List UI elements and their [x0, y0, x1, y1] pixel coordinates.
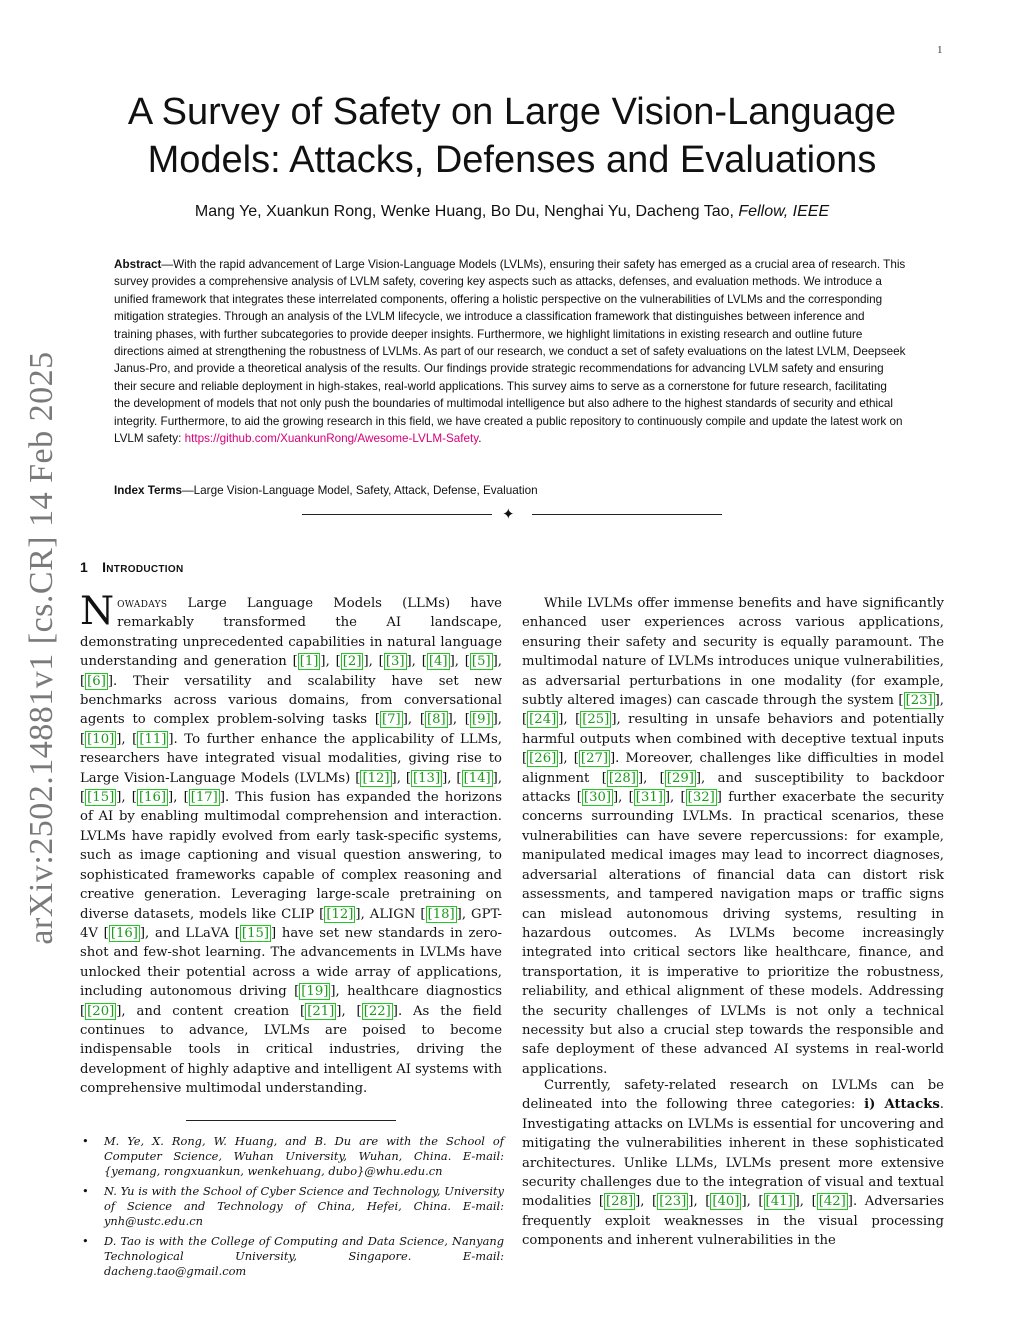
citation-link[interactable]: [21]: [307, 1003, 335, 1019]
separator-right-rule: [532, 514, 722, 515]
text-run: . Moreover, challenges like difficulties in model alignment: [522, 751, 944, 786]
repository-link[interactable]: https://github.com/XuankunRong/Awesome-LVLM-Safety: [184, 432, 479, 446]
citation-link[interactable]: [23]: [659, 1194, 687, 1210]
text-run: , GPT-4V: [80, 906, 503, 941]
text-run: , and content creation: [121, 1003, 301, 1019]
citation-link[interactable]: [5]: [471, 654, 491, 670]
citation-link[interactable]: [32]: [687, 790, 715, 806]
citation-link[interactable]: [23]: [905, 693, 933, 709]
text-run: . To further enhance the applicability of LLMs, researchers have integrated visual modalities, giving rise to Large Vision-Language Models (LVLMs): [80, 731, 502, 786]
intro-paragraph-left: Nowadays Large Language Models (LLMs) have remarkably transformed the AI landscape, demonstrating unprecedented capabilities in natural language understanding and generation [ [1] ], [ [2] ], [ [3] ], [ [4] ], [ [5] ], [ [6] ]. Their versatility and scalability have set new benchmarks across various domains, from conversational agents to complex problem-solving tasks [ [7] ], [ [8] ], [ [9] ], [ [10] ], [ [11] ]. To further enhance the applicability of LLMs, researchers have integrated visual modalities, giving rise to Large Vision-Language Models (LVLMs) [ [12] ], [ [13] ], [ [14] ], [ [15] ], [ [16] ], [ [17] ]. This fusion has expanded the horizons of AI by enabling multimodal comprehension and interaction. LVLMs have rapidly evolved from early task-specific systems, such as image captioning and visual question answering, to sophisticated frameworks capable of complex reasoning and creative generation. Leveraging large-scale pretraining on diverse datasets, models like CLIP [ [12] ], ALIGN [ [18] ], GPT-4V [ [16] ], and LLaVA [ [15] ] have set new standards in zero-shot and few-shot learning. The advancements in LVLMs have unlocked their potential across a wide array of applications, including autonomous driving [ [19] ], healthcare diagnostics [ [20] ], and content creation [ [21] ], [ [22] ]. As the field continues to advance, LVLMs are poised to become indispensable tools in critical industries, driving the development of highly adaptive and intelligent AI systems with comprehensive multimodal understanding.: [80, 589, 503, 1097]
citation-link[interactable]: [18]: [427, 906, 455, 922]
citation-link[interactable]: [16]: [138, 790, 167, 806]
citation-link[interactable]: [22]: [363, 1003, 391, 1019]
citation-link[interactable]: [25]: [582, 712, 610, 728]
text-run: , ALIGN: [360, 906, 421, 922]
citation-link[interactable]: [24]: [529, 712, 557, 728]
section-heading-introduction: [80, 559, 183, 575]
text-run: have set new standards in zero-shot and few-shot learning. The advancements in LVLMs have unlocked their potential across a wide array of applications, including autonomous driving: [80, 925, 503, 1000]
citation-link[interactable]: [14]: [463, 770, 491, 786]
footnote-text: D. Tao is with the College of Computing and Data Science, Nanyang Technological University, Singapore. E-mail: dacheng.tao@gmail.com: [104, 1234, 504, 1278]
bullet-icon: •: [82, 1184, 89, 1198]
text-run: further exacerbate the security concerns surrounding LVLMs. In practical scenarios, these vulnerabilities can have severe repercussions: for example, manipulated medical images may lead to incorrect diagnoses, adversarial alterations of financial data can distort risk assessments, and tampered navigation maps or traffic signs can mislead autonomous driving systems, resulting in hazardous outcomes. As LVLMs become increasingly integrated into critical sectors like healthcare, finance, and transportation, it is imperative to prioritize the robustness, reliability, and ethical alignment of these models. Addressing the security challenges of LVLMs is not only a technical necessity but also a crucial step towards the responsible and safe deployment of these advanced AI systems in real-world applications.: [522, 790, 944, 1077]
citation-link[interactable]: [26]: [529, 751, 557, 767]
text-run: ,: [497, 770, 503, 786]
text-run: ,: [563, 712, 576, 728]
text-run: ,: [121, 790, 132, 806]
citation-link[interactable]: [12]: [326, 906, 354, 922]
text-run: ,: [452, 712, 465, 728]
text-run: ,: [447, 770, 457, 786]
citation-link[interactable]: [13]: [413, 770, 441, 786]
text-run: ,: [939, 693, 944, 709]
citation-link[interactable]: [42]: [818, 1194, 846, 1210]
citation-link[interactable]: [9]: [471, 712, 491, 728]
bullet-icon: •: [82, 1134, 89, 1148]
text-run: , resulting in unsafe behaviors and potentially harmful outputs when combined with deceptive textual inputs: [522, 712, 944, 747]
footnotes: [80, 1134, 504, 1284]
text-run: Large Language Models (LLMs) have remarkably transformed the AI landscape, demonstrating unprecedented capabilities in natural language understanding and generation: [80, 596, 502, 670]
citation-link[interactable]: [2]: [342, 654, 362, 670]
text-run: . As the field continues to advance, LVLMs are poised to become indispensable tools in critical industries, driving the development of highly adaptive and intelligent AI systems with comprehensive multimodal understanding.: [80, 1003, 503, 1097]
text-run: While LVLMs offer immense benefits and have significantly enhanced user experiences across various applications, ensuring their safety and security is equally paramount. The multimodal nature of LVLMs introduces unique vulnerabilities, as adversarial perturbations in one modality (for example, subtly altered images) can cascade through the system: [522, 596, 944, 709]
text-run: ,: [640, 1194, 653, 1210]
citation-link[interactable]: [1]: [299, 654, 319, 670]
citation-link[interactable]: [4]: [428, 654, 448, 670]
drop-cap: N: [80, 589, 115, 634]
category-label-attacks: i) Attacks: [864, 1097, 940, 1113]
text-run: . Their versatility and scalability have set new benchmarks across various domains, from conversational agents to complex problem-solving tasks: [80, 673, 502, 728]
footnote-affiliation-ustc: [80, 1184, 504, 1229]
citation-link[interactable]: [3]: [385, 654, 405, 670]
authors-suffix: Fellow, IEEE: [738, 203, 830, 220]
citation-link[interactable]: [40]: [712, 1194, 740, 1210]
citation-link[interactable]: [15]: [241, 925, 269, 941]
title-line-2: Models: Attacks, Defenses and Evaluations: [147, 139, 877, 181]
text-run: , healthcare diagnostics: [335, 984, 503, 1000]
separator-left-rule: [302, 514, 492, 515]
paper-title: [90, 88, 934, 184]
abstract-end: .: [478, 432, 482, 446]
author-list: [90, 203, 934, 221]
lead-word: owadays: [117, 596, 168, 611]
text-run: ,: [618, 790, 629, 806]
citation-link[interactable]: [29]: [666, 770, 694, 786]
citation-link[interactable]: [41]: [765, 1194, 793, 1210]
text-run: . This fusion has expanded the horizons of AI by enabling multimodal comprehension and interaction. LVLMs have rapidly evolved from early task-specific systems, such as image captioning and visual question answering, to sophisticated frameworks capable of complex reasoning and creative generation. Leveraging large-scale pretraining on diverse datasets, models like CLIP: [80, 790, 503, 922]
arxiv-identifier: arXiv:2502.14881v1 [cs.CR] 14 Feb 2025: [23, 351, 60, 945]
footnote-rule: [186, 1120, 396, 1121]
text-run: ,: [643, 770, 660, 786]
citation-link[interactable]: [30]: [583, 790, 611, 806]
footnote-affiliation-whu: [80, 1134, 504, 1179]
footnote-text: M. Ye, X. Rong, W. Huang, and B. Du are with the School of Computer Science, Wuhan University, Wuhan, China. E-mail:{yemang, rongxuankun, wenkehuang, dubo}@whu.edu.cn: [104, 1134, 504, 1178]
text-run: ,: [173, 790, 184, 806]
text-run: , and LLaVA: [145, 925, 235, 941]
citation-link[interactable]: [15]: [87, 790, 115, 806]
citation-link[interactable]: [7]: [382, 712, 401, 728]
text-run: ,: [497, 654, 502, 670]
authors-names: Mang Ye, Xuankun Rong, Wenke Huang, Bo Du, Nenghai Yu, Dacheng Tao,: [194, 203, 734, 220]
citation-link[interactable]: [28]: [608, 770, 636, 786]
text-run: ,: [368, 654, 379, 670]
index-terms-label: Index Terms: [114, 484, 182, 497]
index-terms-body: —Large Vision-Language Model, Safety, Attack, Defense, Evaluation: [181, 484, 538, 497]
page-number: 1: [937, 44, 943, 56]
footnote-text: N. Yu is with the School of Cyber Science and Technology, University of Science and Technology of China, Hefei, China. E-mail: ynh@ustc.edu.cn: [104, 1184, 504, 1228]
citation-link[interactable]: [11]: [139, 731, 167, 747]
text-run: ,: [670, 790, 681, 806]
abstract-label: Abstract: [114, 258, 162, 271]
citation-link[interactable]: [31]: [635, 790, 663, 806]
text-run: ,: [396, 770, 406, 786]
text-run: , and susceptibility to backdoor attacks: [522, 770, 945, 806]
text-run: ,: [121, 731, 133, 747]
text-run: ,: [746, 1194, 759, 1210]
text-run: ,: [411, 654, 422, 670]
bullet-icon: •: [82, 1234, 89, 1248]
text-run: ,: [407, 712, 420, 728]
abstract: [114, 256, 906, 447]
separator-star-icon: ✦: [502, 505, 515, 523]
text-run: ,: [454, 654, 465, 670]
text-run: ,: [497, 712, 502, 728]
footnote-affiliation-ntu: [80, 1234, 504, 1279]
section-number: 1: [80, 559, 89, 575]
citation-link[interactable]: [17]: [190, 790, 218, 806]
text-run: . Investigating attacks on LVLMs is essential for uncovering and mitigating the vulnerabilities inherent in these sophisticated architectures. Unlike LLMs, LVLMs present more extensive security challenges due to the integration of visual and textual modalities: [522, 1097, 944, 1210]
citation-link[interactable]: [12]: [362, 770, 390, 786]
abstract-body: —With the rapid advancement of Large Vision-Language Models (LVLMs), ensuring their safety has emerged as a crucial area of research. This survey provides a comprehensive analysis of LVLM safety, covering key aspects such as attacks, defenses, and evaluation methods. We introduce a unified framework that integrates these interrelated components, offering a holistic perspective on the vulnerabilities of LVLMs and the corresponding mitigation strategies. Through an analysis of the LVLM lifecycle, we introduce a classification framework that distinguishes between inference and training phases, with further subcategories to provide deeper insights. Furthermore, we highlight limitations in existing research and outline future directions aimed at strengthening the robustness of LVLMs. As part of our research, we conduct a set of safety evaluations on the latest LVLM, Deepseek Janus-Pro, and provide a theoretical analysis of the results. Our findings provide strategic recommendations for advancing LVLM safety and ensuring their secure and reliable deployment in high-stakes, real-world applications. This survey aims to serve as a cornerstone for future research, facilitating the development of models that not only push the boundaries of multimodal intelligence but also adhere to the highest standards of security and ethical integrity. Furthermore, to aid the growing research in this field, we have created a public repository to continuously compile and update the latest work on LVLM safety:: [114, 258, 906, 446]
section-title: Introduction: [102, 559, 184, 575]
citation-link[interactable]: [16]: [110, 925, 138, 941]
citation-link[interactable]: [10]: [87, 731, 115, 747]
text-run: Currently, safety-related research on LVLMs can be delineated into the following three categories:: [522, 1078, 944, 1113]
citation-link[interactable]: [27]: [580, 751, 608, 767]
citation-link[interactable]: [6]: [87, 673, 106, 689]
citation-link[interactable]: [20]: [87, 1003, 115, 1019]
text-run: ,: [563, 751, 574, 767]
intro-paragraph-right-1: While LVLMs offer immense benefits and have significantly enhanced user experiences across various applications, ensuring their safety and security is equally paramount. The multimodal nature of LVLMs introduces unique vulnerabilities, as adversarial perturbations in one modality (for example, subtly altered images) can cascade through the system [ [23] ], [ [24] ], [ [25] ], resulting in unsafe behaviors and potentially harmful outputs when combined with deceptive textual inputs [ [26] ], [ [27] ]. Moreover, challenges like difficulties in model alignment [ [28] ], [ [29] ], and susceptibility to backdoor attacks [ [30] ], [ [31] ], [ [32] ] further exacerbate the security concerns surrounding LVLMs. In practical scenarios, these vulnerabilities can have severe repercussions: for example, manipulated medical images may lead to incorrect diagnoses, adversarial alterations of financial data can distort risk assessments, and tampered navigation maps or traffic signs can mislead autonomous driving systems, resulting in hazardous outcomes. As LVLMs become increasingly integrated into critical sectors like healthcare, finance, and transportation, it is imperative to prioritize the robustness, reliability, and ethical alignment of these models. Addressing the security challenges of LVLMs is not only a technical necessity but also a crucial step towards the responsible and safe deployment of these advanced AI systems in real-world applications.: [522, 596, 945, 1077]
text-run: ,: [693, 1194, 706, 1210]
text-run: ,: [325, 654, 336, 670]
title-line-1: A Survey of Safety on Large Vision-Language: [127, 91, 897, 133]
text-run: ,: [341, 1003, 357, 1019]
citation-link[interactable]: [8]: [426, 712, 446, 728]
citation-link[interactable]: [28]: [606, 1194, 634, 1210]
intro-paragraph-right-2: Currently, safety-related research on LVLMs can be delineated into the following three categories: i) Attacks. Investigating attacks on LVLMs is essential for uncovering and mitigating the vulnerabilities inherent in these sophisticated architectures. Unlike LLMs, LVLMs present more extensive security challenges due to the integration of visual and textual modalities [ [28] ], [ [23] ], [ [40] ], [ [41] ], [ [42] ]. Adversaries frequently exploit weaknesses in the visual processing components and inherent vulnerabilities in the: [522, 1078, 944, 1249]
citation-link[interactable]: [19]: [301, 984, 329, 1000]
text-run: ,: [799, 1194, 812, 1210]
index-terms: [114, 482, 906, 499]
text-run: . Adversaries frequently exploit weaknesses in the visual processing components and inherent vulnerabilities in the: [522, 1194, 944, 1249]
